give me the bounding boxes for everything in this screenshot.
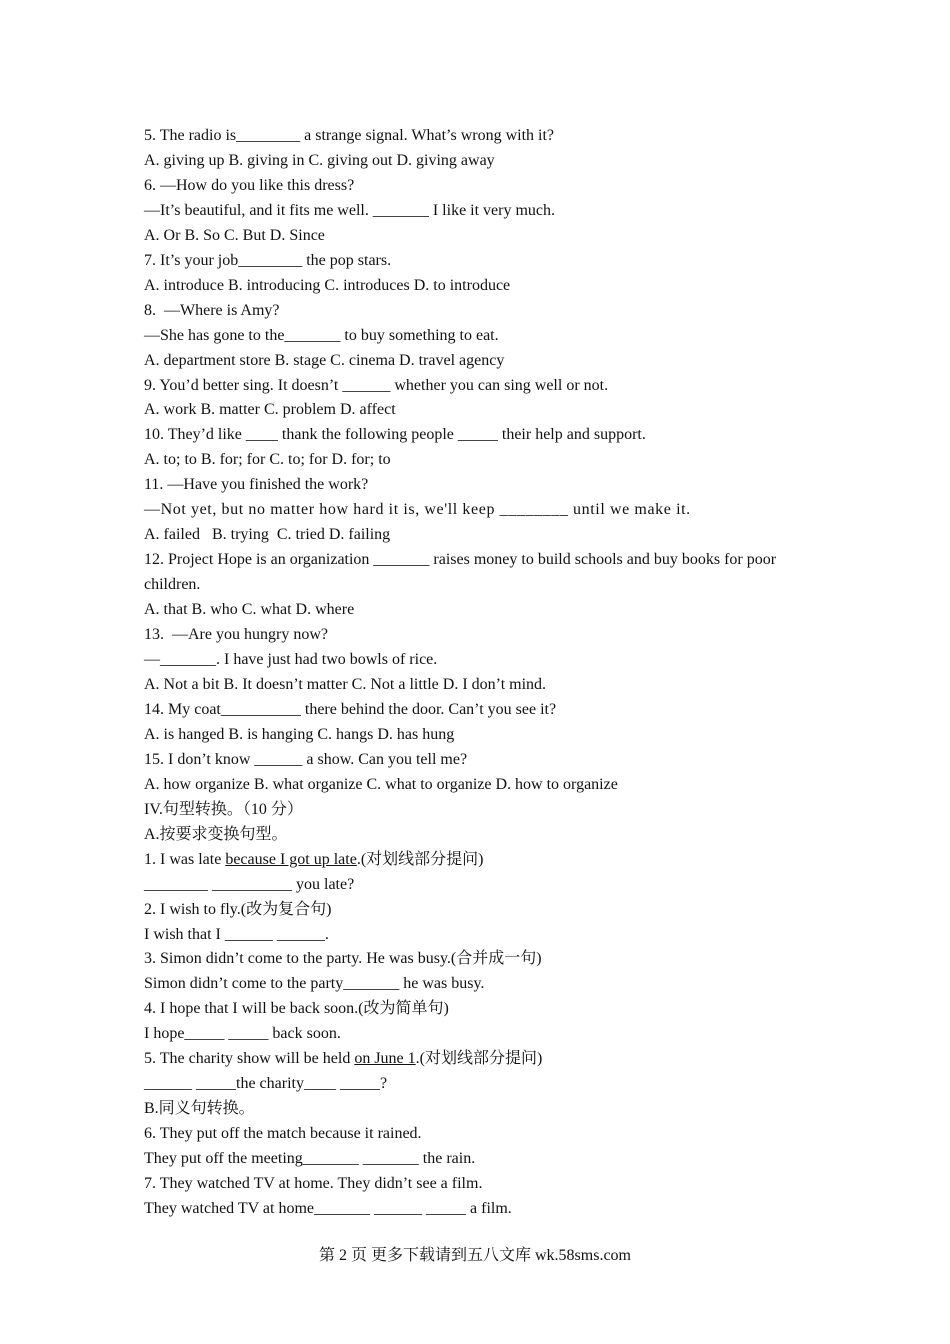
q15-options: A. how organize B. what organize C. what to organize D. how to organize [144,775,618,793]
transform-q5-underlined: on June 1 [354,1050,416,1068]
synonym-q7-answer: They watched TV at home_______ ______ _____ a film. [144,1199,512,1217]
q12-options: A. that B. who C. what D. where [144,601,355,619]
transform-q1-underlined: because I got up late [225,850,357,868]
transform-q4: 4. I hope that I will be back soon.(改为简单句) [144,1000,449,1018]
transform-q3: 3. Simon didn’t come to the party. He was busy.(合并成一句) [144,950,542,968]
q14-options: A. is hanged B. is hanging C. hangs D. has hung [144,725,455,743]
q5-stem: 5. The radio is________ a strange signal. What’s wrong with it? [144,127,555,144]
synonym-q7: 7. They watched TV at home. They didn’t see a film. [144,1175,483,1193]
q6-reply: —It’s beautiful, and it fits me well. _______ I like it very much. [144,201,556,219]
transform-q2-answer: I wish that I ______ ______. [144,925,329,943]
transform-q5-answer: ______ _____the charity____ _____? [144,1075,388,1093]
q10-stem: 10. They’d like ____ thank the following people _____ their help and support. [144,426,646,444]
q9-stem: 9. You’d better sing. It doesn’t ______ whether you can sing well or not. [144,376,609,394]
page-footer: 第 2 页 更多下载请到五八文库 wk.58sms.com [318,1247,631,1264]
q11-stem: 11. —Have you finished the work? [144,476,369,494]
transform-q3-answer: Simon didn’t come to the party_______ he was busy. [144,975,485,993]
synonym-q6: 6. They put off the match because it rained. [144,1125,422,1143]
transform-q2: 2. I wish to fly.(改为复合句) [144,900,332,918]
q12-stem: 12. Project Hope is an organization _______ raises money to build schools and buy books for poor children. [144,551,781,594]
transform-q5-prefix: 5. The charity show will be held [144,1050,355,1068]
q7-options: A. introduce B. introducing C. introduces D. to introduce [144,276,511,294]
q9-options: A. work B. matter C. problem D. affect [144,401,396,419]
transform-q4-answer: I hope_____ _____ back soon. [144,1025,341,1043]
q7-stem: 7. It’s your job________ the pop stars. [144,251,392,269]
q8-options: A. department store B. stage C. cinema D. travel agency [144,351,505,369]
q11-reply: —Not yet, but no matter how hard it is, we'll keep ________ until we make it. [144,501,691,519]
q10-options: A. to; to B. for; for C. to; for D. for; to [144,451,391,469]
q5-options: A. giving up B. giving in C. giving out D. giving away [144,151,495,169]
section-a-heading: A.按要求变换句型。 [144,825,288,843]
q13-options: A. Not a bit B. It doesn’t matter C. Not a little D. I don’t mind. [144,675,547,693]
transform-q1-answer: ________ __________ you late? [144,875,355,893]
transform-q5 [144,1047,824,1072]
section-b-heading: B.同义句转换。 [144,1100,255,1118]
q6-stem: 6. —How do you like this dress? [144,176,355,194]
synonym-q6-answer: They put off the meeting_______ _______ the rain. [144,1150,476,1168]
q13-reply: —_______. I have just had two bowls of rice. [144,651,438,669]
q8-stem: 8. —Where is Amy? [144,301,280,319]
q13-stem: 13. —Are you hungry now? [144,626,328,644]
document-body [144,124,824,1222]
q15-stem: 15. I don’t know ______ a show. Can you tell me? [144,750,468,768]
transform-q5-suffix: .(对划线部分提问) [415,1050,543,1068]
transform-q1-prefix: 1. I was late [144,850,226,868]
transform-q1-suffix: .(对划线部分提问) [356,850,484,868]
transform-q1 [144,848,824,873]
q11-options: A. failed B. trying C. tried D. failing [144,526,391,544]
q14-stem: 14. My coat__________ there behind the door. Can’t you see it? [144,700,557,718]
q6-options: A. Or B. So C. But D. Since [144,226,325,244]
section-iv-heading: IV.句型转换。（10 分） [144,800,303,818]
q8-reply: —She has gone to the_______ to buy something to eat. [144,326,499,344]
